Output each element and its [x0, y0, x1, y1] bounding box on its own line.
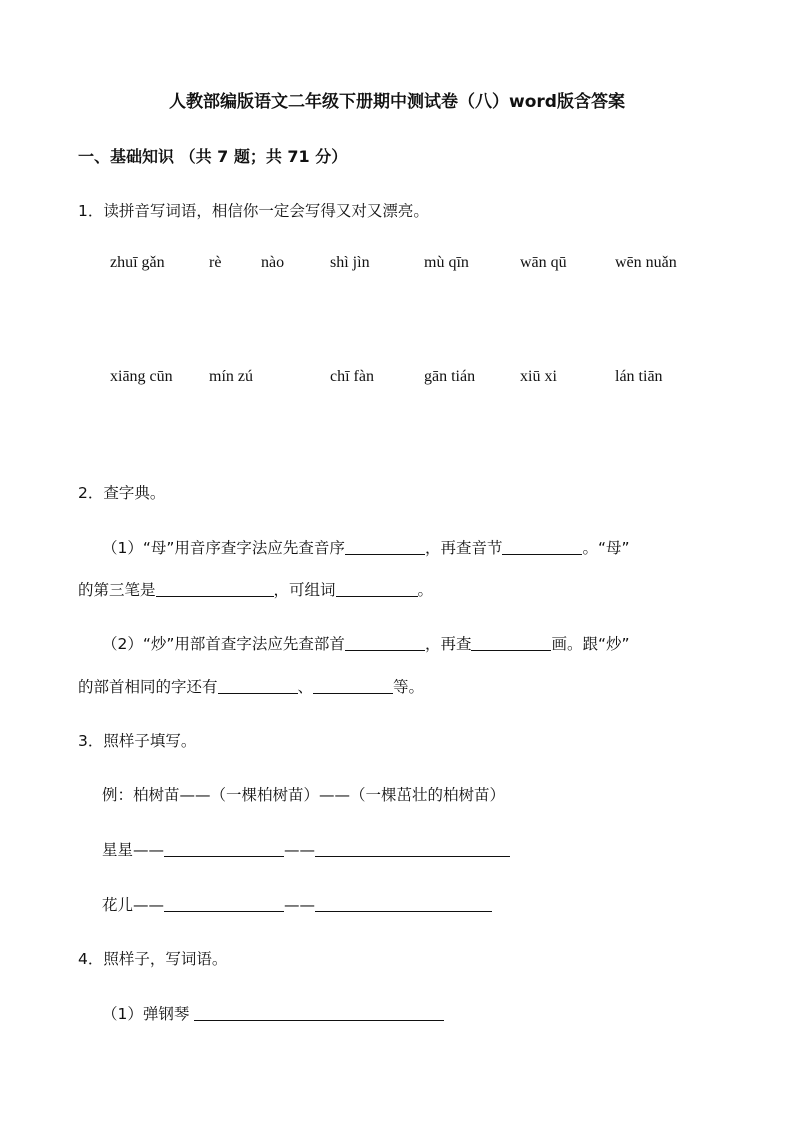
text: ，再查 [424, 635, 472, 653]
text: 等。 [393, 678, 425, 696]
pinyin-item: wān qū [520, 254, 567, 271]
pinyin-item: chī fàn [330, 368, 374, 385]
pinyin-item: mín zú [209, 368, 253, 385]
answer-blank[interactable] [471, 649, 551, 651]
text: —— [284, 896, 316, 914]
pinyin-item: gān tián [424, 368, 476, 385]
text: 、 [297, 678, 314, 696]
question-1-text: 1．读拼音写词语，相信你一定会写得又对又漂亮。 [78, 202, 429, 220]
question-4-text: 4．照样子，写词语。 [78, 950, 228, 968]
question-2-part-2-line-2 [78, 675, 424, 697]
answer-blank[interactable] [502, 553, 582, 555]
question-2-part-1-line-1 [102, 536, 630, 558]
document-title: 人教部编版语文二年级下册期中测试卷（八）word版含答案 [169, 92, 625, 112]
answer-blank[interactable] [156, 595, 274, 597]
text: 花儿—— [102, 896, 165, 914]
answer-blank[interactable] [194, 1019, 444, 1021]
question-4-part-1 [102, 1002, 444, 1024]
question-2-text: 2．查字典。 [78, 484, 166, 502]
text: （2）“炒”用部首查字法应先查部首 [102, 635, 345, 653]
pinyin-item: mù qīn [424, 254, 469, 271]
text: （1）“母”用音序查字法应先查音序 [102, 539, 345, 557]
pinyin-item: shì jìn [330, 254, 370, 271]
pinyin-item: xiāng cūn [110, 368, 173, 385]
text: ，可组词 [273, 581, 336, 599]
text: （1）弹钢琴 [102, 1005, 190, 1023]
text: 的第三笔是 [78, 581, 156, 599]
pinyin-item: wēn nuǎn [615, 254, 677, 271]
answer-blank[interactable] [164, 855, 284, 857]
text: —— [284, 841, 316, 859]
question-3-row-2 [102, 893, 492, 915]
pinyin-item: nào [261, 254, 285, 271]
answer-blank[interactable] [345, 649, 425, 651]
text: 。“母” [582, 539, 630, 557]
section-heading: 一、基础知识 （共 7 题；共 71 分） [78, 147, 348, 166]
question-3-row-1 [102, 838, 510, 860]
answer-blank[interactable] [336, 595, 418, 597]
answer-blank[interactable] [164, 910, 284, 912]
answer-blank[interactable] [315, 910, 492, 912]
question-3-text: 3．照样子填写。 [78, 732, 197, 750]
pinyin-item: xiū xi [520, 368, 557, 385]
pinyin-item: zhuī gǎn [110, 254, 165, 271]
answer-blank[interactable] [315, 855, 510, 857]
question-3-example: 例：柏树苗——（一棵柏树苗）——（一棵茁壮的柏树苗） [102, 786, 506, 804]
text: 的部首相同的字还有 [78, 678, 218, 696]
pinyin-item: rè [209, 254, 222, 271]
text: 。 [417, 581, 434, 599]
question-2-part-1-line-2 [78, 578, 433, 600]
question-2-part-2-line-1 [102, 632, 630, 654]
text: 画。跟“炒” [551, 635, 630, 653]
pinyin-item: lán tiān [615, 368, 663, 385]
text: ，再查音节 [424, 539, 503, 557]
text: 星星—— [102, 841, 165, 859]
answer-blank[interactable] [313, 692, 393, 694]
answer-blank[interactable] [345, 553, 425, 555]
answer-blank[interactable] [218, 692, 298, 694]
